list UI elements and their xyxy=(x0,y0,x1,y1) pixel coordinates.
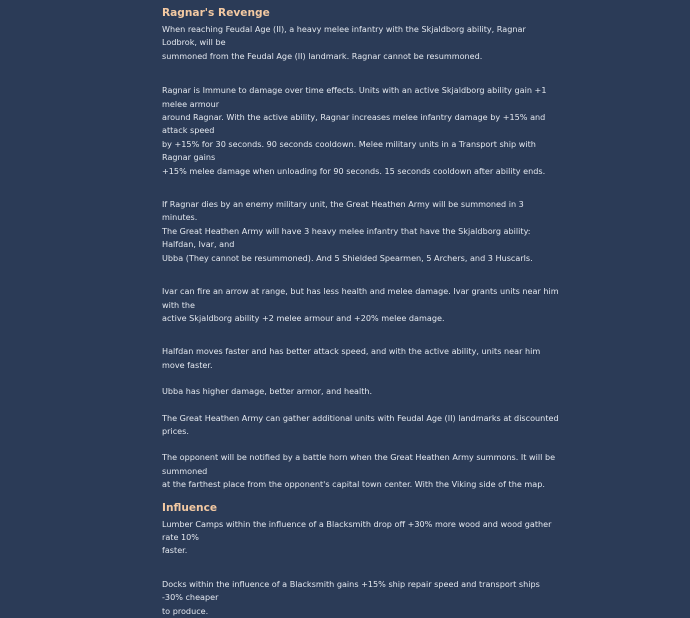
paragraph: Lumber Camps within the influence of a Blacksmith drop off +30% more wood and wood gather rate 10% faster. xyxy=(162,518,552,556)
paragraph: The opponent will be notified by a battle horn when the Great Heathen Army summons. It will be summoned at the farthest place from the opponent's capital town center. With the Viking side of the map. xyxy=(162,452,556,490)
section-heading-ragnars-revenge: Ragnar's Revenge xyxy=(162,7,270,19)
paragraph: Ubba has higher damage, better armor, and health. xyxy=(162,386,373,397)
paragraph: Halfdan moves faster and has better attack speed, and with the active ability, units near him move faster. xyxy=(162,346,541,370)
paragraph: Docks within the influence of a Blacksmith gains +15% ship repair speed and transport ships -30% cheaper to produce. xyxy=(162,578,540,616)
paragraph: Ivar can fire an arrow at range, but has less health and melee damage. Ivar grants units near him with the active Skjaldborg ability +2 melee armour and +20% melee damage. xyxy=(162,286,559,323)
paragraph: If Ragnar dies by an enemy military unit, the Great Heathen Army will be summoned in 3 minutes. The Great Heathen Army will have 3 heavy melee infantry that have the Skjaldborg ability: Halfdan, Ivar, and Ubba (They cannot be resummoned). And 5 Shielded Spearmen, 5 Archers, and 3 Huscarls. xyxy=(162,199,533,263)
paragraph: Ragnar is Immune to damage over time effects. Units with an active Skjaldborg ability gain +1 melee armour around Ragnar. With the active ability, Ragnar increases melee infantry damage by +15% and attack speed by +15% for 30 seconds. 90 seconds cooldown. Melee military units in a Transport ship with Ragnar gains +15% melee damage when unloading for 90 seconds. 15 seconds cooldown after ability ends. xyxy=(162,85,547,176)
paragraph: The Great Heathen Army can gather additional units with Feudal Age (II) landmarks at discounted prices. xyxy=(162,412,559,436)
paragraph: When reaching Feudal Age (II), a heavy melee infantry with the Skjaldborg ability, Ragnar Lodbrok, will be summoned from the Feudal Age (II) landmark. Ragnar cannot be resummoned. xyxy=(162,24,526,61)
section-heading-influence: Influence xyxy=(162,501,218,514)
post-content xyxy=(162,7,560,618)
